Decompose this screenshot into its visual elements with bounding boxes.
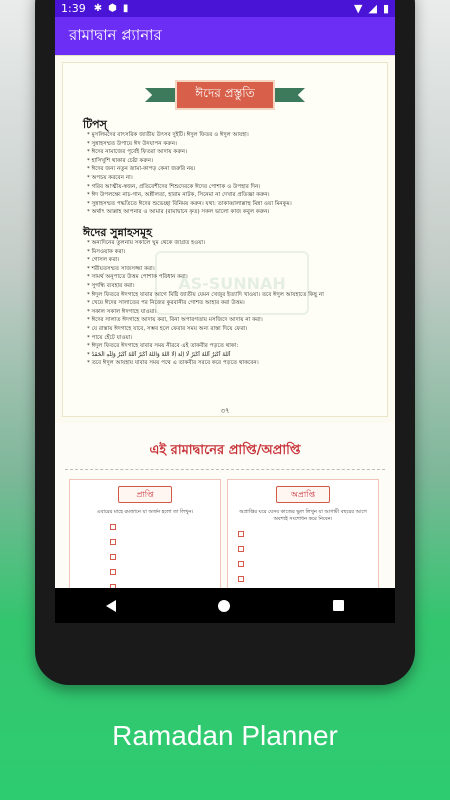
gain-label: প্রাপ্তি [118, 486, 172, 503]
gains-title: এই রামাদ্বানের প্রাপ্তি/অপ্রাপ্তি [149, 443, 301, 458]
status-bar [55, 0, 395, 17]
checkbox[interactable] [110, 524, 116, 530]
navigation-bar [55, 588, 395, 623]
home-icon[interactable] [218, 600, 230, 612]
divider [65, 469, 385, 470]
list-item: * হাসিখুশি থাকার চেষ্টা করুন। [87, 157, 377, 166]
list-item: * সকাল সকাল ঈদগাহে যাওয়া। [87, 308, 377, 317]
signal-icon: ◢ [368, 2, 377, 15]
planner-page-eid[interactable] [55, 55, 395, 423]
list-item: * মুসলিমদের বাৎসরিক জাতীয় উৎসব দুইটি। ঈদুল ফিতর ও ঈদুল আযহা। [87, 131, 377, 140]
battery-icon: ▮ [382, 2, 389, 15]
list-item: * সুন্নাহসম্মত পদ্ধতিতে ঈদের শুভেচ্ছা বিনিময় করুন। যথা: তাকাব্বালাল্লাহু মিন্না ওয়া মিনকুম। [87, 200, 377, 209]
list-item: * ঈদের নামাজের পূর্বেই ফিতরা আদায় করুন। [87, 148, 377, 157]
banner-title: ঈদের প্রস্তুতি [175, 80, 275, 110]
page-number: ৩৭ [220, 407, 230, 415]
checkbox[interactable] [238, 576, 244, 582]
checkbox[interactable] [238, 531, 244, 537]
list-item: * ঈদের জন্য নতুন জামা-কাপড় কেনা জরুরি নয়। [87, 165, 377, 174]
list-item: * ঈদের সালাত ঈদগাহে আদায় করা, বিনা অপারগতায় মসজিদে আদায় না করা। [87, 316, 377, 325]
list-item: * পায়ে হেঁটে যাওয়া। [87, 334, 377, 343]
list-item: * ঈদুল ফিতরে ঈদগাহে যাবার সময় নীরবে এই তাকবীর পড়তে থাকা: [87, 342, 377, 351]
gain-column [69, 479, 221, 588]
loss-checkboxes [228, 531, 378, 588]
list-item: * গোসল করা। [87, 256, 377, 265]
shield-icon: ⬢ [108, 3, 117, 14]
list-item: * اَللهُ اَكْبَرُ اَللهُ اَكْبَرُ لَا اِلٰهَ اِلَّا اللهُ وَاللهُ اَكْبَرُ اَللهُ اَكْبَرُ وَلِلّٰهِ الْحَمْدُ [87, 351, 377, 360]
promo-caption: Ramadan Planner [112, 720, 338, 751]
back-icon[interactable] [106, 600, 116, 612]
status-time: 1:39 [61, 2, 86, 15]
list-item: * তবে ঈদুল আযহায় যাবার সময় পথে এ তাকবীর সরবে করে পড়তে থাকবেন। [87, 359, 377, 368]
sunnah-list [87, 239, 377, 368]
loss-description: অপ্রাপ্তির ঘরে যেসব কাজের ভুল লিখুন যা আগামী বছরের আগে অবশ্যই সংশোধন করে নিবেন। [239, 509, 367, 522]
list-item: * অন্যদিনের তুলনায় সকালে ঘুম থেকে জাগ্রত হওয়া। [87, 239, 377, 248]
loss-column [227, 479, 379, 588]
list-item: * যে রাস্তায় ঈদগাহে যাবে, সম্ভব হলে ফেরার সময় অন্য রাস্তা দিয়ে ফেরা। [87, 325, 377, 334]
checkbox[interactable] [110, 554, 116, 560]
sunnah-heading: ঈদের সুন্নাহসমূহ [83, 226, 152, 239]
list-item: * ঈদুল ফিতরে ঈদগাহে যাবার আগে মিষ্টি জাতীয় যেমন খেজুর ইত্যাদি খাওয়া। তবে ঈদুল আযহাতে কিছু না [87, 291, 377, 300]
planner-page-gains[interactable] [55, 423, 395, 588]
checkbox[interactable] [110, 569, 116, 575]
checkbox[interactable] [238, 561, 244, 567]
list-item: * অর্থাৎ আল্লাহ আপনার ও আমার (রামাদ্বানে কৃত) সকল ভালো কাজ কবুল করুন। [87, 208, 377, 217]
list-item: * মিসওয়াক করা। [87, 248, 377, 257]
list-item: * শরীয়তসম্মত সাজসজ্জা করা। [87, 265, 377, 274]
list-item: * সামর্থ অনুপাতে উত্তম পোশাক পরিধান করা। [87, 273, 377, 282]
eid-banner [145, 80, 305, 110]
checkbox[interactable] [110, 539, 116, 545]
app-bar [55, 17, 395, 55]
gain-description: এবারের মাহে রমজানে যা অর্জন হলো তা লিখুন। [96, 509, 194, 515]
loss-label: অপ্রাপ্তি [276, 486, 330, 503]
app-screen [55, 0, 395, 588]
app-title: রামাদ্বান প্ল্যানার [69, 25, 162, 44]
list-item: * অপচয় করবেন না। [87, 174, 377, 183]
tips-heading: টিপস্ [83, 118, 107, 131]
tips-list [87, 131, 377, 217]
list-item: * গরিব আত্মীয়-স্বজন, প্রতিবেশীদের শিশুদেরকে ঈদের পোশাক ও উপহার দিন। [87, 183, 377, 192]
checkbox[interactable] [238, 546, 244, 552]
list-item: * খেয়ে ঈদের সালাতের পর নিজের কুরবানীর গোশত আহার করা উত্তম। [87, 299, 377, 308]
sd-card-icon: ▮ [122, 3, 129, 14]
watermark-logo: AS-SUNNAH [155, 251, 309, 315]
gain-checkboxes [70, 524, 220, 588]
list-item: * সুগন্ধি ব্যবহার করা। [87, 282, 377, 291]
recent-apps-icon[interactable] [333, 600, 344, 611]
wifi-icon: ▼ [354, 2, 363, 15]
list-item: * ঈদ উপলক্ষ্যে নাচ-গান, অশ্লীলতা, হারাম নাটক, সিনেমা না দেখার প্রতিজ্ঞা করুন। [87, 191, 377, 200]
settings-icon: ✱ [93, 3, 103, 14]
list-item: * সুন্নাহসম্মত উপায়ে ঈদ উদযাপন করুন। [87, 140, 377, 149]
